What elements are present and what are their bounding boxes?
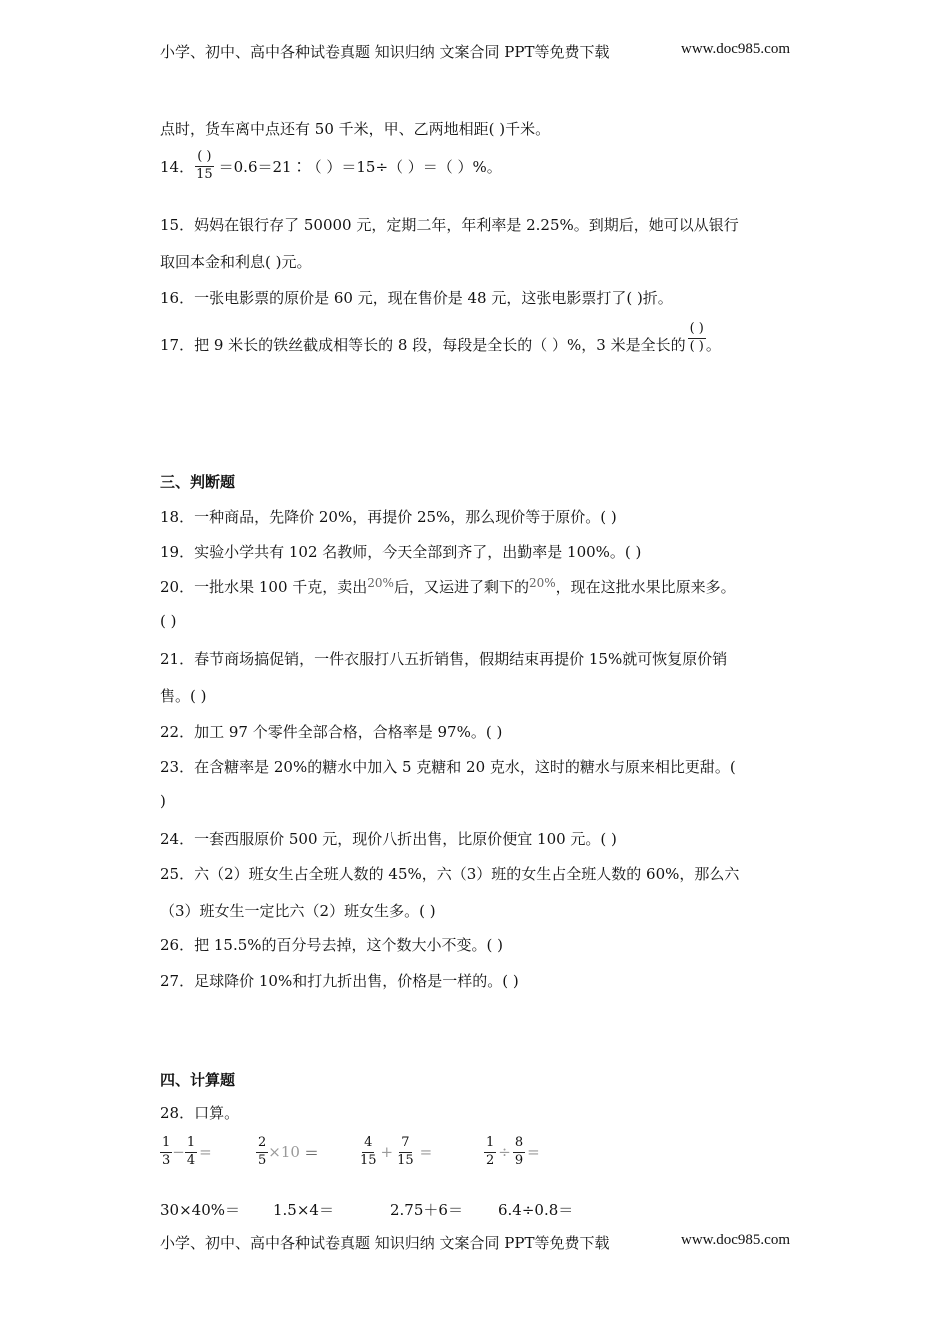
q23-line1: 23．在含糖率是 20%的糖水中加入 5 克糖和 20 克水，这时的糖水与原来相比更甜。(: [160, 758, 736, 776]
calc-item: $\frac{1}{3}$ − $\frac{1}{4}$ =: [162, 1135, 212, 1168]
calc-item: 30×40%＝: [160, 1201, 240, 1219]
q20-line1: 20．一批水果 100 千克，卖出$^{20\%}$后，又运进了剩下的$^{20\%}$，现在这批水果比原来多。: [160, 576, 736, 596]
q24: 24．一套西服原价 500 元，现价八折出售，比原价便宜 100 元。( ): [160, 830, 617, 848]
q27: 27．足球降价 10%和打九折出售，价格是一样的。( ): [160, 972, 519, 990]
header-left-text: 小学、初中、高中各种试卷真题 知识归纳 文案合同 PPT等免费下载: [160, 43, 610, 61]
footer-left-text: 小学、初中、高中各种试卷真题 知识归纳 文案合同 PPT等免费下载: [160, 1234, 610, 1252]
q15-line2: 取回本金和利息( )元。: [160, 253, 312, 271]
q14: 14． $\frac{( )}{15}$ ＝0.6＝21∶（ ）＝15÷（ ）＝（ ）%。: [160, 149, 502, 182]
calc-item: 2.75＋6＝: [390, 1201, 463, 1219]
q23-line2: ): [160, 792, 166, 810]
calc-item: 1.5×4＝: [273, 1201, 334, 1219]
calc-item: $\frac{4}{15}$ + $\frac{7}{15}$ =: [360, 1135, 433, 1168]
q17-fraction: $\frac{( )}{( )}$: [689, 321, 704, 354]
q28: 28．口算。: [160, 1104, 240, 1122]
q20-line2: ( ): [160, 612, 177, 630]
q25-line2: （3）班女生一定比六（2）班女生多。( ): [160, 902, 436, 920]
page-header: [160, 41, 790, 62]
q26: 26．把 15.5%的百分号去掉，这个数大小不变。( ): [160, 936, 503, 954]
q17: 17．把 9 米长的铁丝截成相等长的 8 段，每段是全长的（ ）%，3 米是全长的 $\frac{( )}{( )}$ 。: [160, 321, 721, 354]
calc-item: 6.4÷0.8＝: [498, 1201, 574, 1219]
q14-fraction: $\frac{( )}{15}$: [196, 149, 213, 182]
q21-line1: 21．春节商场搞促销，一件衣服打八五折销售，假期结束再提价 15%就可恢复原价销: [160, 650, 728, 668]
section-title-calc: 四、计算题: [160, 1071, 236, 1089]
q16: 16．一张电影票的原价是 60 元，现在售价是 48 元，这张电影票打了( )折。: [160, 289, 673, 307]
q25-line1: 25．六（2）班女生占全班人数的 45%，六（3）班的女生占全班人数的 60%，那么六: [160, 865, 740, 883]
q13-tail: 点时，货车离中点还有 50 千米，甲、乙两地相距( )千米。: [160, 120, 551, 138]
section-title-judge: 三、判断题: [160, 473, 236, 491]
calc-item: $\frac{1}{2}$ ÷ $\frac{8}{9}$ =: [486, 1135, 540, 1168]
q22: 22．加工 97 个零件全部合格，合格率是 97%。( ): [160, 723, 503, 741]
calc-row-fractions: [160, 1136, 540, 1169]
page-footer: [160, 1232, 790, 1253]
header-site-link[interactable]: www.doc985.com: [680, 41, 790, 57]
footer-site-link[interactable]: www.doc985.com: [680, 1232, 790, 1248]
q19: 19．实验小学共有 102 名教师，今天全部到齐了，出勤率是 100%。( ): [160, 543, 642, 561]
calc-item: $\frac{2}{5}$ ×10 ＝: [258, 1135, 319, 1168]
q18: 18．一种商品，先降价 20%，再提价 25%，那么现价等于原价。( ): [160, 508, 617, 526]
q21-line2: 售。( ): [160, 687, 207, 705]
q15-line1: 15．妈妈在银行存了 50000 元，定期二年，年利率是 2.25%。到期后，她可以从银行: [160, 216, 739, 234]
calc-row-decimals: [160, 1199, 573, 1220]
